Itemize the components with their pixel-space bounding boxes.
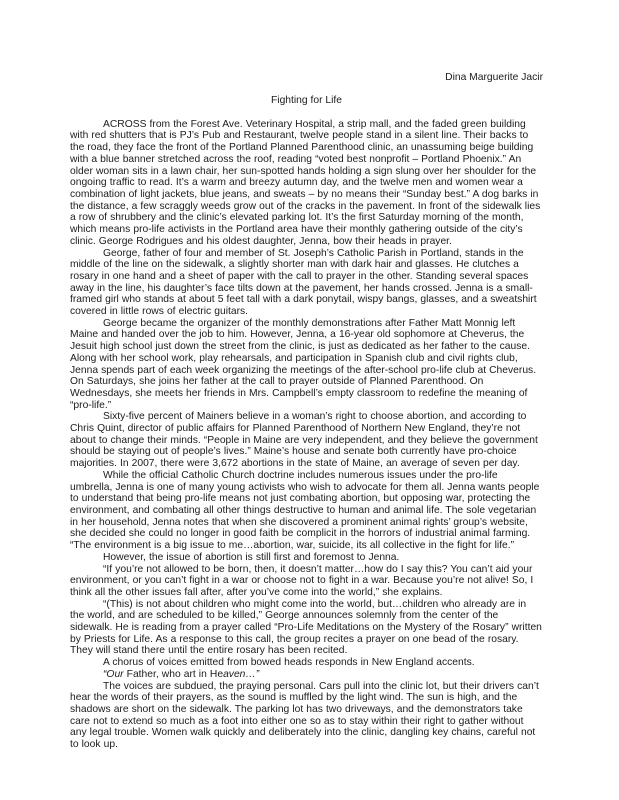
italic-text-run: “Our <box>103 668 124 680</box>
text-run: A chorus of voices emitted from bowed heads responds in New England accents. <box>103 657 475 669</box>
paragraph <box>70 552 543 564</box>
text-run: George became the organizer of the monthly demonstrations after Father Matt Monnig left Maine and handed over the job to him. However, Jenna, a 16-year old sophomore at Cheverus, the Jesuit high school just down the street from the clinic, is just as dedicated as her father to the cause. Along with her school work, play rehearsals, and participation in Spanish club and civil rights club, Jenna spends part of each week organizing the meetings of the after-school pro-life club at Cheverus. On Saturdays, she joins her father at the call to prayer outside of Planned Parenthood. On Wednesdays, she meets her friends in Mrs. Campbell’s empty classroom to redefine the meaning of “pro-life.” <box>70 317 537 411</box>
text-run: ACROSS from the Forest Ave. Veterinary Hospital, a strip mall, and the faded green building with red shutters that is PJ’s Pub and Restaurant, twelve people stand in a silent line. Their backs to the road, they face the front of the Portland Planned Parenthood clinic, an unassuming beige building with a blue banner stretched across the roof, reading “voted best nonprofit – Portland Phoenix.” An older woman sits in a lawn chair, her sun-spotted hands holding a sign slung over her shoulder for the ongoing traffic to read. It’s a warm and breezy autumn day, and the twelve men and women wear a combination of light jackets, blue jeans, and sweats – by no means their “Sunday best.” A dog barks in the distance, a few scraggly weeds grow out of the cracks in the pavement. In front of the sidewalk lies a row of shrubbery and the clinic’s elevated parking lot. It’s the first Saturday morning of the month, which means pro-life activists in the Portland area have their monthly gathering outside of the city’s clinic. George Rodrigues and his oldest daughter, Jenna, bow their heads in prayer. <box>70 118 541 247</box>
italic-text-run: aven…” <box>223 668 260 680</box>
paragraph <box>70 119 543 248</box>
paragraph <box>70 564 543 599</box>
text-run: “(This) is not about children who might come into the world, but…children who already are in the world, and are scheduled to be killed,” George announces solemnly from the center of the sidewalk. He is reading from a prayer called “Pro-Life Meditations on the Mystery of the Rosary” written by Priests for Life. As a response to this call, the group recites a prayer on one bead of the rosary. They will stand there until the entire rosary has been recited. <box>70 598 542 657</box>
paragraph <box>70 411 543 470</box>
paragraph <box>70 599 543 658</box>
paragraph <box>70 669 543 681</box>
text-run: The voices are subdued, the praying personal. Cars pull into the clinic lot, but their drivers can’t hear the words of their prayers, as the sound is muffled by the light wind. The sun is high, and the shadows are short on the sidewalk. The parking lot has two driveways, and the demonstrators take care not to extend so much as a foot into either one so as to stay within their right to gather without any legal trouble. Women walk quickly and deliberately into the clinic, dangling key chains, careful not to look up. <box>70 680 539 751</box>
paragraph <box>70 248 543 318</box>
text-run: However, the issue of abortion is still first and foremost to Jenna. <box>103 551 400 563</box>
essay-body <box>70 119 543 751</box>
paragraph <box>70 470 543 552</box>
paragraph <box>70 318 543 412</box>
text-run: Father, who art in He <box>123 668 224 680</box>
text-run: “If you’re not allowed to be born, then, it doesn’t matter…how do I say this? You can’t aid your environment, or you can’t fight in a war or choose not to fight in a war. Because you’re not alive! So, I think all the other issues fall after, after you’ve come into the world,” she explains. <box>70 563 534 598</box>
paragraph <box>70 657 543 669</box>
paragraph <box>70 681 543 751</box>
text-run: George, father of four and member of St. Joseph’s Catholic Parish in Portland, stands in the middle of the line on the sidewalk, a slightly shorter man with dark hair and glasses. He clutches a rosary in one hand and a sheet of paper with the call to prayer in the other. Standing several spaces away in the line, his daughter’s face tilts down at the pavement, her hands crossed. Jenna is a small-framed girl who stands at about 5 feet tall with a dark ponytail, wispy bangs, glasses, and a sweatshirt covered in little rows of electric guitars. <box>70 247 537 318</box>
text-run: Sixty-five percent of Mainers believe in a woman’s right to choose abortion, and according to Chris Quint, director of public affairs for Planned Parenthood of Northern New England, they’re not about to change their minds. “People in Maine are very independent, and they believe the government should be staying out of people’s lives.” Maine’s house and senate both currently have pro-choice majorities. In 2007, there were 3,672 abortions in the state of Maine, an average of seven per day. <box>70 411 538 470</box>
author-name: Dina Marguerite Jacir <box>445 72 543 83</box>
page-title: Fighting for Life <box>271 95 342 107</box>
text-run: While the official Catholic Church doctrine includes numerous issues under the pro-life umbrella, Jenna is one of many young activists who wish to advocate for them all. Jenna wants people to understand that being pro-life means not just combating abortion, but opposing war, protecting the environment, and combating all other things destructive to human and animal life. The sole vegetarian in her household, Jenna notes that when she discovered a prominent animal rights’ group’s website, she decided she could no longer in good faith be complicit in the horrors of industrial animal farming. “The environment is a big issue to me…abortion, war, suicide, its all collective in the fight for life.” <box>70 469 540 552</box>
